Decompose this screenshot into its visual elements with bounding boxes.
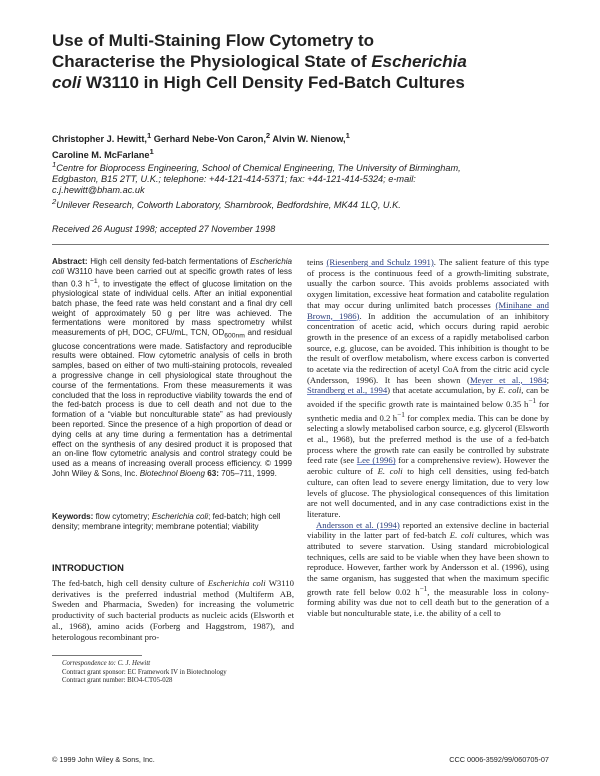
organism-name: Escherichia coli [207,578,266,588]
organism-name: Escherichia coli [52,257,292,276]
journal-pages: 705–711, 1999. [218,469,277,479]
organism-name: E. coli [498,385,522,396]
affiliation-marker: 1 [146,131,152,140]
grant-sponsor-note: Contract grant sponsor: EC Framework IV in Biotechnology [62,668,227,676]
organism-name: E. coli [449,530,474,541]
affiliation-marker: 1 [52,160,57,169]
author-name: Christopher J. Hewitt, [52,134,147,145]
paper-title [52,30,472,93]
body-text: for a comprehensive review). However the aerobic culture of [307,455,549,477]
correspondence-note: Correspondence to: C. J. Hewitt [62,660,151,667]
citation-link[interactable]: Lee (1996) [356,455,396,466]
journal-volume: 63: [207,469,219,479]
subscript: 600nm [224,332,245,340]
body-text: cultures, which was attributed to severe starvation. Using standard microbiological techniques, cells are said to be viable when they have been shown to reproduce. However, farther work by Andersson et al. (1996), using the same organism, has suggested that when the maximum specific growth rate fell below 0.02 h [307,530,550,597]
organism-name: Escherichia coli [151,512,209,521]
author-name: Caroline M. McFarlane [52,149,150,160]
journal-name: Biotechnol Bioeng [139,469,205,479]
body-text: W3110 derivatives is the preferred industrial method (Multiferm AB, Sweden and Pharmacia, Sweden) for increasing the volumetric productivity of such bacterial products as nucleic acids (Elsworth et al., 1968), amino acids (Forberg and Haggstrom, 1987), and heterologous recombinant pro- [52,578,294,642]
abstract-text: W3110 have been carried out at specific growth rates of less than 0.3 h [52,266,292,289]
affiliation-text: Unilever Research, Colworth Laboratory, Sharnbrook, Bedfordshire, MK44 1LQ, U.K. [56,200,401,211]
abstract-label: Abstract: [52,257,88,266]
body-text: for synthetic media and 0.2 h [307,399,550,423]
title-organism: Escherichia coli [52,52,467,92]
citation-link[interactable]: Meyer et al., 1984 [469,374,547,385]
keywords-label: Keywords: [52,512,94,521]
body-text: ) that acetate accumulation, by [387,385,499,396]
superscript: −1 [89,277,98,285]
abstract-text: , to investigate the effect of glucose limitation on the physiological state of individual cells. After an initial exponential batch phase, the feed rate was held constant and a final dry cell weight of approximately 50 g per litre was achieved. The fermentations were monitored by mass spectrometry whilst measurements of pH, DOC, CFU/mL, TCN, OD [52,279,292,338]
title-text-end: W3110 in High Cell Density Fed-Batch Cultures [81,73,465,92]
superscript: −1 [528,397,537,406]
keywords-text: ; fed-batch; high cell density; membrane integrity; membrane potential; viability [52,512,281,531]
affiliation-marker: 1 [345,131,350,140]
title-text: Use of Multi-Staining Flow Cytometry to Characterise the Physiological State of [52,31,375,71]
keywords [52,512,292,532]
body-paragraph [307,257,549,520]
body-paragraph [307,520,549,619]
footnote-divider [52,655,142,656]
footnotes [62,660,292,686]
body-text: . The salient feature of this type of process is the continuous feed of a growth-limiting substrate, usually the carbon source. This avoids problems associated with oxygen limitation, excessive heat formation and catabolite regulation that may occur during unlimited batch processes [307,257,549,310]
affiliation-2 [52,196,492,211]
citation-link[interactable]: Strandberg et al., 1994 [307,385,388,396]
author-list [52,130,552,161]
affiliation-1 [52,159,492,196]
abstract-text: and residual glucose concentrations were made. Satisfactory and reproducible results were obtained. Flow cytometric analysis of cells in broth samples, based on either of two multi-staining protocols, revealed a progressive change in cell physiological state throughout the course of the fermentations. From these measurements it was concluded that the loss in reproductive viability towards the end of the fed-batch process is due to cell death and not due to the formation of a “viable but nonculturable state” as had previously been reported. Since the presence of a high proportion of dead or dying cells at any time during a fermentation has a detrimental effect on the synthesis of any desired product it is proposed that an on-line flow cytometric analysis and control strategy could be used as a means of increasing overall process efficiency. © 1999 John Wiley & Sons, Inc. [52,328,292,479]
body-text: . In addition the accumulation of an inhibitory concentration of acetic acid, which occurs during rapid aerobic growth in the presence of an excess of a rapidly metabolised carbon source, e.g. glucose, can be avoided. This inhibition is thought to be the result of overflow metabolism, where excess carbon is converted to acetate via the redirection of acetyl CoA from the citric acid cycle (Andersson, 1996). It has been shown ( [307,310,549,385]
grant-number-note: Contract grant number: BIO4-CT05-028 [62,677,173,685]
body-text: ; [546,374,549,385]
body-text: , can be avoided if the specific growth rate is maintained below 0.35 h [307,385,549,410]
body-text: to high cell densities, using fed-batch culture, can often lead to severe energy limitation, due to very low levels of glucose. The physiological consequences of this limitation are not well documented, and in any case contradictions exist in the literature. [307,466,549,519]
ccc-code: CCC 0006-3592/99/060705-07 [449,755,549,764]
affiliation-marker: 1 [149,146,154,156]
header-divider [52,244,549,245]
intro-paragraph [52,578,294,642]
citation-link[interactable]: (Minihane and Brown, 1986) [307,299,549,321]
body-text: , the measurable loss in colony-forming ability was due not to cell death but to the generation of a viable but nonculturable state, i.e. the ability of a cell to [307,586,550,619]
affiliation-marker: 2 [265,131,271,140]
abstract [52,257,292,479]
body-text: The fed-batch, high cell density culture of [52,578,208,588]
section-heading: INTRODUCTION [52,562,124,573]
body-text: reported an extensive decline in bacterial viability in the latter part of fed-batch [307,519,549,541]
citation-link[interactable]: Andersson et al. (1994) [316,519,400,530]
citation-link[interactable]: (Riesenberg and Schulz 1991) [326,257,434,267]
right-column [307,257,549,619]
organism-name: E. coli [377,466,403,477]
superscript: −1 [397,410,405,419]
superscript: −1 [419,584,428,593]
affiliation-marker: 2 [52,197,57,207]
copyright-notice: © 1999 John Wiley & Sons, Inc. [52,755,155,764]
body-text: teins [307,257,327,267]
affiliation-text: Centre for Bioprocess Engineering, School of Chemical Engineering, The University of Birmingham, Edgbaston, B15 2TT, U.K.; telephone: +44-121-414-5371; fax: +44-121-414-5324; e-mail: c.j.hewitt@bham.ac.uk [52,163,461,196]
author-name: Gerhard Nebe-Von Caron, [151,134,266,145]
received-dates: Received 26 August 1998; accepted 27 November 1998 [52,224,276,234]
affiliations [52,159,492,211]
abstract-text: High cell density fed-batch fermentations of [87,257,251,266]
author-name: Alvin W. Nienow, [270,134,346,145]
body-text: for complex media. This can be done by selecting a slowly metabolised carbon source, e.g. glycerol (Elsworth et al., 1968), but the preferred method is the use of a fed-batch process where the growth rate can easily be controlled by substrate feed rate (see [307,412,550,466]
keywords-text: flow cytometry; [93,512,152,521]
